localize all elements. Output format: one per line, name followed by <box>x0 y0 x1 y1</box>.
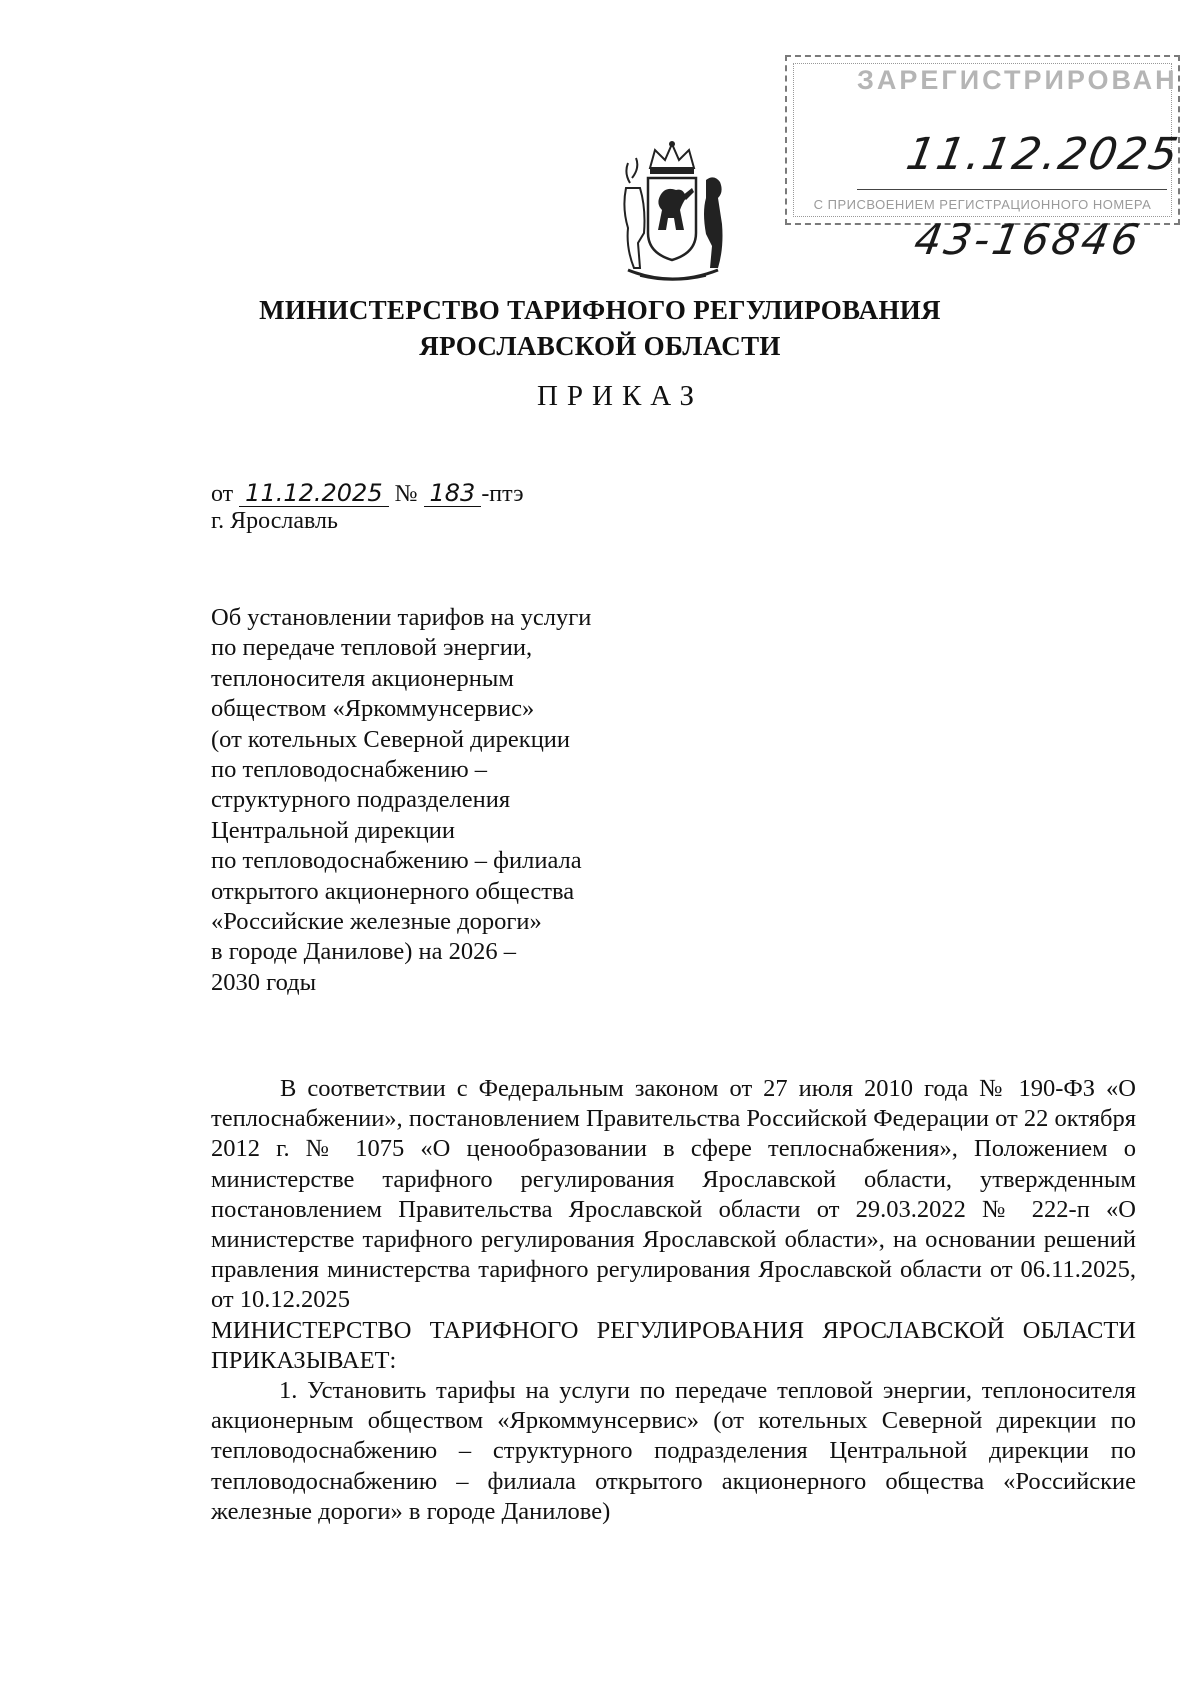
stamp-registration-number: 43-16846 <box>910 215 1146 264</box>
subject-line: «Российские железные дороги» <box>211 908 542 936</box>
orders-paragraph: МИНИСТЕРСТВО ТАРИФНОГО РЕГУЛИРОВАНИЯ ЯРОСЛАВСКОЙ ОБЛАСТИ ПРИКАЗЫВАЕТ: <box>211 1316 1136 1374</box>
subject-line: теплоносителя акционерным <box>211 664 514 692</box>
stamp-date: 11.12.2025 <box>902 129 1184 180</box>
subject-line: открытого акционерного общества <box>211 877 575 905</box>
stamp-subtitle: С ПРИСВОЕНИЕМ РЕГИСТРАЦИОННОГО НОМЕРА <box>813 197 1152 212</box>
document-type: ПРИКАЗ <box>536 380 704 412</box>
subject-line: по передаче тепловой энергии, <box>211 634 533 662</box>
ministry-heading <box>0 292 1200 364</box>
registration-stamp <box>785 55 1184 264</box>
item-1-paragraph: 1. Установить тарифы на услуги по передаче тепловой энергии, теплоносителя акционерным обществом «Яркоммунсервис» (от котельных Северной дирекции по тепловодоснабжению – структурного подразделения Центральной дирекции по тепловодоснабжению – филиала открытого акционерного общества «Российские железные дороги» в городе Данилове) <box>211 1377 1136 1525</box>
subject-line: по тепловодоснабжению – <box>211 756 488 784</box>
subject-line: обществом «Яркоммунсервис» <box>211 695 535 723</box>
subject-line: 2030 годы <box>211 968 317 996</box>
number-label: № <box>394 481 418 507</box>
order-date-line <box>211 480 524 508</box>
from-label: от <box>211 481 234 507</box>
stamp-title: ЗАРЕГИСТРИРОВАН <box>857 65 1178 95</box>
order-body <box>211 1074 1136 1527</box>
order-number: 183 <box>424 480 482 507</box>
ministry-line-1: МИНИСТЕРСТВО ТАРИФНОГО РЕГУЛИРОВАНИЯ <box>259 295 941 325</box>
subject-line: Об установлении тарифов на услуги <box>211 604 592 631</box>
ministry-line-2: ЯРОСЛАВСКОЙ ОБЛАСТИ <box>419 331 781 361</box>
subject-line: Центральной дирекции <box>211 816 455 844</box>
city: г. Ярославль <box>211 508 338 534</box>
coat-of-arms-icon <box>610 138 735 288</box>
subject-line: по тепловодоснабжению – филиала <box>211 847 582 875</box>
subject-line: структурного подразделения <box>211 786 511 814</box>
subject-line: в городе Данилове) на 2026 – <box>211 938 516 966</box>
order-date: 11.12.2025 <box>239 480 388 507</box>
preamble-paragraph: В соответствии с Федеральным законом от 27 июля 2010 года № 190-ФЗ «О теплоснабжении», постановлением Правительства Российской Федерации от 22 октября 2012 г. № 1075 «О ценообразовании в сфере теплоснабжения», Положением о министерстве тарифного регулирования Ярославской области, утвержденным постановлением Правительства Ярославской области от 29.03.2022 № 222-п «О министерстве тарифного регулирования Ярославской области», на основании решений правления министерства тарифного регулирования Ярославской области от 06.11.2025, от 10.12.2025 <box>211 1075 1136 1314</box>
subject-line: (от котельных Северной дирекции <box>211 725 571 753</box>
order-subject <box>211 603 691 998</box>
stamp-date-underline <box>857 189 1167 190</box>
order-number-suffix: -птэ <box>481 481 524 507</box>
